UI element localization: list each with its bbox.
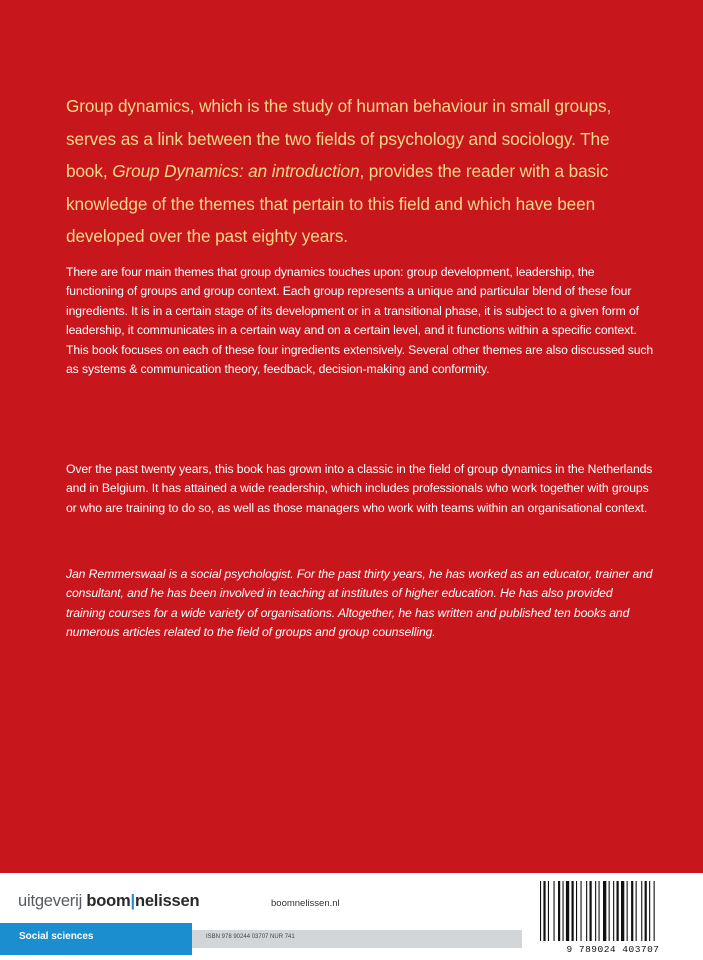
category-band [0,923,192,955]
isbn-text: ISBN 978 90244 03707 NUR 741 [206,934,295,940]
publisher-website: boomnelissen.nl [271,898,340,909]
publisher-logo [18,892,199,911]
publisher-prefix: uitgeverij [18,892,87,910]
isbn-band [192,930,522,948]
book-title: Group Dynamics: an introduction [112,161,360,181]
barcode [534,879,692,955]
intro-paragraph [66,90,646,253]
author-bio-paragraph: Jan Remmerswaal is a social psychologist. For the past thirty years, he has worked as an educator, trainer and consultant, and he has been involved in teaching at institutes of higher education. He has also provided training courses for a wide variety of organisations. Altogether, he has written and published ten books and numerous articles related to the field of groups and group counselling. [66,567,653,640]
intro-text-part1: Group dynamics, which is the study of human behaviour in small groups, serves as a link between the two fields of psychology and sociology. The book, [66,96,612,181]
barcode-icon [538,881,688,941]
category-label: Social sciences [19,931,94,942]
cover-footer [0,873,703,960]
themes-paragraph: There are four main themes that group dynamics touches upon: group development, leadership, the functioning of groups and group context. Each group represents a unique and particular blend of these four ingredients. It is in a certain stage of its development or in a transitional phase, it is subject to a given form of leadership, it communicates in a certain way and on a certain level, and it functions within a specific context. This book focuses on each of these four ingredients extensively. Several other themes are also discussed such as systems & communication theory, feedback, decision-making and conformity. [66,265,654,377]
readership-paragraph: Over the past twenty years, this book has grown into a classic in the field of group dynamics in the Netherlands and in Belgium. It has attained a wide readership, which includes professionals who work together with groups or who are training to do so, as well as those managers who work with teams within an organisational context. [66,462,653,515]
barcode-digits: 9 789024 403707 [566,944,660,955]
publisher-slash: | [130,892,135,910]
intro-text-part2: , provides the reader with a basic knowledge of the themes that pertain to this field and which have been developed over the past eighty years. [66,161,609,246]
publisher-name-nelissen: nelissen [134,892,200,910]
publisher-name-boom: boom [86,892,131,910]
